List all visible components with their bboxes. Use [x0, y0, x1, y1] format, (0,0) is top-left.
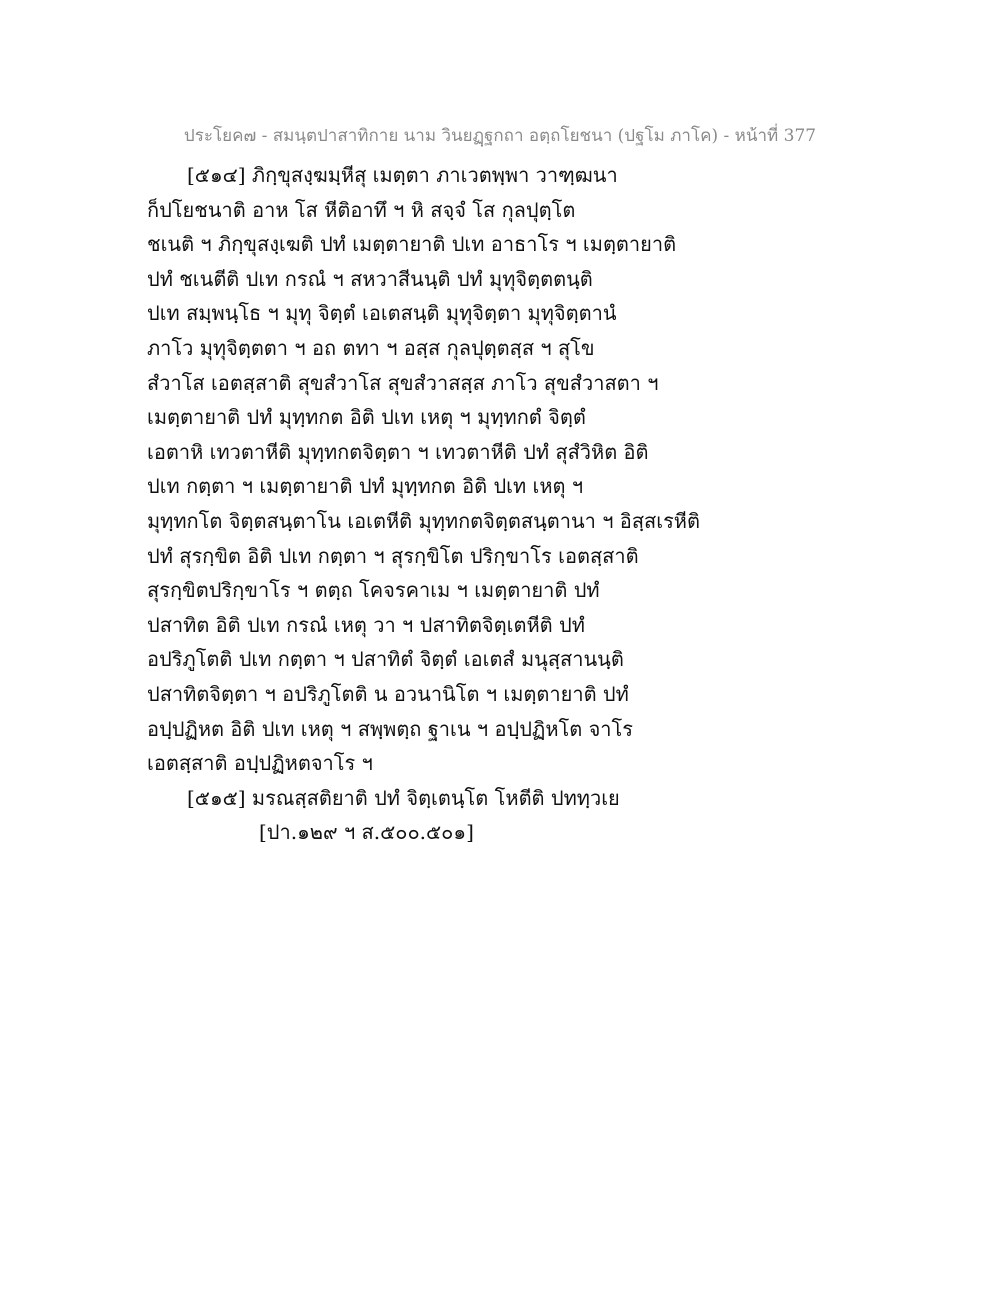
- text-line: ปสาทิตจิตฺตา ฯ อปริภูโตติ น อวนานิโต ฯ เมตฺตายาติ ปทํ: [147, 681, 629, 706]
- text-line: สํวาโส เอตสฺสาติ สุขสํวาโส สุขสํวาสสฺส ภาโว สุขสํวาสตา ฯ: [147, 370, 659, 395]
- paragraph-514-line-1: [๕๑๔] ภิกฺขุสงฺฆมฺหีสุ เมตฺตา ภาเวตพฺพา วาฑฺฒนา: [187, 163, 618, 187]
- text-line: ปเท กตฺตา ฯ เมตฺตายาติ ปทํ มุทฺทกต อิติ ปเท เหตุ ฯ: [147, 474, 584, 499]
- text-line: อปริภูโตติ ปเท กตฺตา ฯ ปสาทิตํ จิตฺตํ เอเตสํ มนุสฺสานนฺติ: [147, 647, 624, 672]
- text-line: สุรกฺขิตปริกฺขาโร ฯ ตตฺถ โคจรคาเม ฯ เมตฺตายาติ ปทํ: [147, 578, 600, 603]
- text-line: อปฺปฏิหต อิติ ปเท เหตุ ฯ สพฺพตฺถ ฐาเน ฯ อปฺปฏิหโต จาโร: [147, 716, 634, 741]
- text-line: ภาโว มุทุจิตฺตตา ฯ อถ ตทา ฯ อสฺส กุลปุตฺตสฺส ฯ สุโข: [147, 335, 595, 360]
- page-reference: [ปา.๑๒๙ ฯ ส.๕๐๐.๕๐๑]: [259, 820, 474, 845]
- text-line: ชเนติ ฯ ภิกฺขุสงฺเฆติ ปทํ เมตฺตายาติ ปเท อาธาโร ฯ เมตฺตายาติ: [147, 232, 677, 257]
- text-line: ก็ปโยชนาติ อาห โส หีติอาทึ ฯ หิ สจฺจํ โส กุลปุตฺโต: [147, 197, 576, 222]
- text-line: ปทํ สุรกฺขิต อิติ ปเท กตฺตา ฯ สุรกฺขิโต ปริกฺขาโร เอตสฺสาติ: [147, 543, 639, 568]
- text-line: เอตสฺสาติ อปฺปฏิหตจาโร ฯ: [147, 751, 373, 776]
- body-text: [147, 158, 867, 850]
- paragraph-515-line-1: [๕๑๕] มรณสฺสติยาติ ปทํ จิตฺเตนฺโต โหตีติ ปททฺวเย: [187, 785, 620, 810]
- text-line: มุทฺทกโต จิตฺตสนฺตาโน เอเตหีติ มุทฺทกตจิตฺตสนฺตานา ฯ อิสฺสเรหีติ: [147, 508, 700, 533]
- text-line: ปเท สมฺพนฺโธ ฯ มุทุ จิตฺตํ เอเตสนฺติ มุทุจิตฺตา มุทุจิตฺตานํ: [147, 301, 617, 326]
- text-line: เอตาหิ เทวตาหีติ มุทฺทกตจิตฺตา ฯ เทวตาหีติ ปทํ สุสํวิหิต อิติ: [147, 439, 649, 464]
- text-line: เมตฺตายาติ ปทํ มุทฺทกต อิติ ปเท เหตุ ฯ มุทฺทกตํ จิตฺตํ: [147, 405, 586, 430]
- text-line: ปทํ ชเนตีติ ปเท กรณํ ฯ สหวาสีนนฺติ ปทํ มุทุจิตฺตตนฺติ: [147, 266, 593, 291]
- running-header: ประโยค๗ - สมนฺตปาสาทิกาย นาม วินยฏฺฐกถา อตฺถโยชนา (ปฐโม ภาโค) - หน้าที่ 377: [183, 126, 817, 146]
- text-line: ปสาทิต อิติ ปเท กรณํ เหตุ วา ฯ ปสาทิตจิตฺเตหีติ ปทํ: [147, 612, 585, 637]
